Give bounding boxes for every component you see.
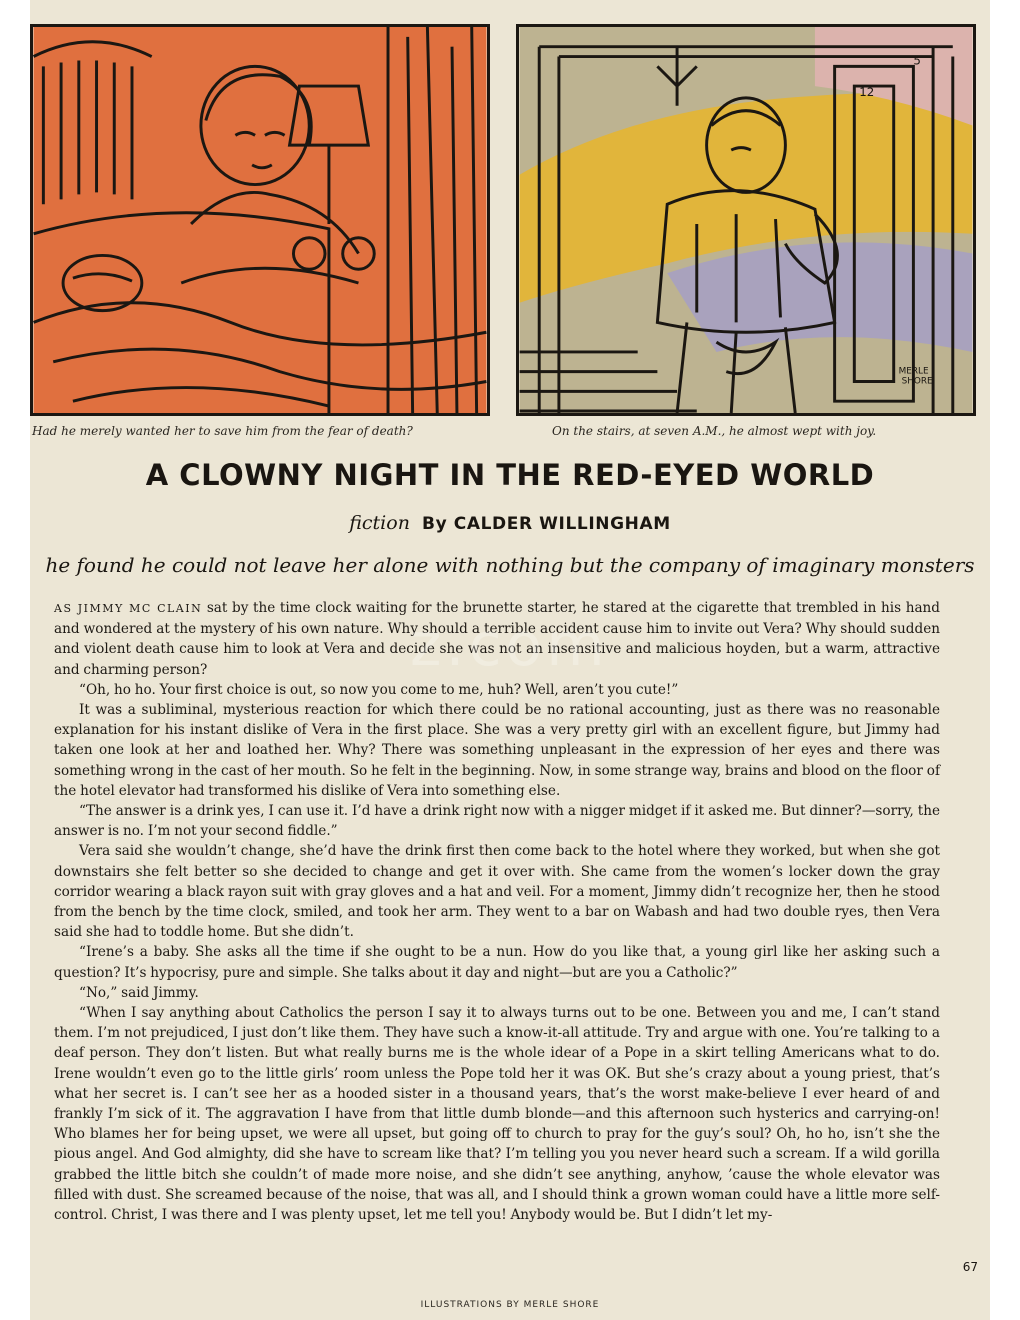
woman-in-bed-illustration (33, 27, 487, 413)
paragraph: Vera said she wouldn’t change, she’d have the drink first then come back to the hotel where they worked, but when she got downstairs she felt better so she decided to change and get it over with. She came from the women’s locker down the gray corridor wearing a black rayon suit with gray gloves and a hat and veil. For a moment, Jimmy didn’t recognize her, then he stood from the bench by the time clock, smiled, and took her arm. They went to a bar on Wabash and had two double ryes, then Vera said she had to toddle home. But she didn’t. (54, 843, 940, 941)
illustration-credit: ILLUSTRATIONS BY MERLE SHORE (420, 1300, 600, 1310)
illustration-left (30, 24, 490, 416)
paragraph: “The answer is a drink yes, I can use it. I’d have a drink right now with a nigger midget if it asked me. But dinner?—sorry, the answer is no. I’m not your second fiddle.” (54, 803, 940, 840)
svg-text:12: 12 (859, 84, 875, 99)
paragraph: “No,” said Jimmy. (79, 984, 199, 1001)
caption-right: On the stairs, at seven A.M., he almost wept with joy. (552, 424, 877, 438)
magazine-page (30, 0, 990, 1320)
watermark: z.com (410, 610, 609, 680)
author-credit: By CALDER WILLINGHAM (422, 514, 671, 534)
article-title: A CLOWNY NIGHT IN THE RED-EYED WORLD (145, 458, 875, 492)
page-number: 67 (962, 1260, 978, 1274)
paragraph: “Oh, ho ho. Your first choice is out, so now you come to me, huh? Well, aren’t you cute!” (79, 681, 679, 698)
paragraph: “Irene’s a baby. She asks all the time if she ought to be a nun. How do you like that, a young girl like her asking such a question? It’s hypocrisy, pure and simple. She talks about it day and night—but are you a Catholic?” (54, 944, 940, 981)
paragraph: AS JIMMY MC CLAIN sat by the time clock waiting for the brunette starter, he stared at the cigarette that trembled in his hand and wondered at the mystery of his own nature. Why should a terrible accident cause him to invite out Vera? Why should sudden and violent death cause him to look at Vera and decide she was not an insensitive and malicious hoyden, but a warm, attractive and charming person? (54, 600, 941, 678)
paragraph: “When I say anything about Catholics the person I say it to always turns out to be one. Between you and me, I can’t stand them. I’m not prejudiced, I just don’t like them. They have such a know-it-all attitude. Try and argue with one. You’re talking to a deaf person. They don’t listen. But what really burns me is the whole idear of a Pope in a skirt telling Americans what to do. Irene wouldn’t even go to the little girls’ room unless the Pope told her it was OK. But she’s crazy about a young priest, that’s what her secret is. I can’t see her as a hooded sister in a thousand years, that’s the worst make-believe I ever heard of and frankly I’m sick of it. The aggravation I have from that little dumb blonde—and this afternoon such hysterics and carrying-on! Who blames her for being upset, we were all upset, but going off to church to pray for the guy’s soul? Oh, ho ho, isn’t she the pious angel. And God almighty, did she have to scream like that? I’m telling you you never heard such a scream. If a wild gorilla grabbed the little bitch she couldn’t of made more noise, and she didn’t see anything, anyhow, ’cause the whole elevator was filled with dust. She screamed because of the noise, that was all, and I should think a grown woman could have a little more self-control. Christ, I was there and I was plenty upset, let me tell you! Anybody would be. But I didn’t let my- (54, 1005, 940, 1224)
svg-text:SHORE: SHORE (901, 376, 933, 387)
genre-label: fiction (349, 512, 410, 534)
artist-signature (899, 367, 933, 387)
svg-text:5: 5 (913, 53, 921, 68)
man-on-stairs-illustration (519, 27, 973, 413)
svg-text:MERLE: MERLE (898, 366, 929, 377)
caption-left: Had he merely wanted her to save him from the fear of death? (32, 424, 413, 438)
paragraph: It was a subliminal, mysterious reaction for which there could be no rational accounting, just as there was no reasonable explanation for his instant dislike of Vera in the first place. She was a very pretty girl with an excellent figure, but Jimmy had taken one look at her and loathed her. Why? There was something unpleasant in the expression of her eyes and there was something wrong in the cast of her mouth. So he felt in the beginning. Now, in some strange way, brains and blood on the floor of the hotel elevator had transformed his dislike of Vera into something else. (54, 702, 940, 799)
lead-in: AS JIMMY MC CLAIN (54, 602, 203, 615)
article-deck: he found he could not leave her alone with nothing but the company of imaginary monsters (45, 553, 975, 577)
illustration-right (516, 24, 976, 416)
article-body (54, 598, 940, 1225)
byline (30, 512, 990, 534)
